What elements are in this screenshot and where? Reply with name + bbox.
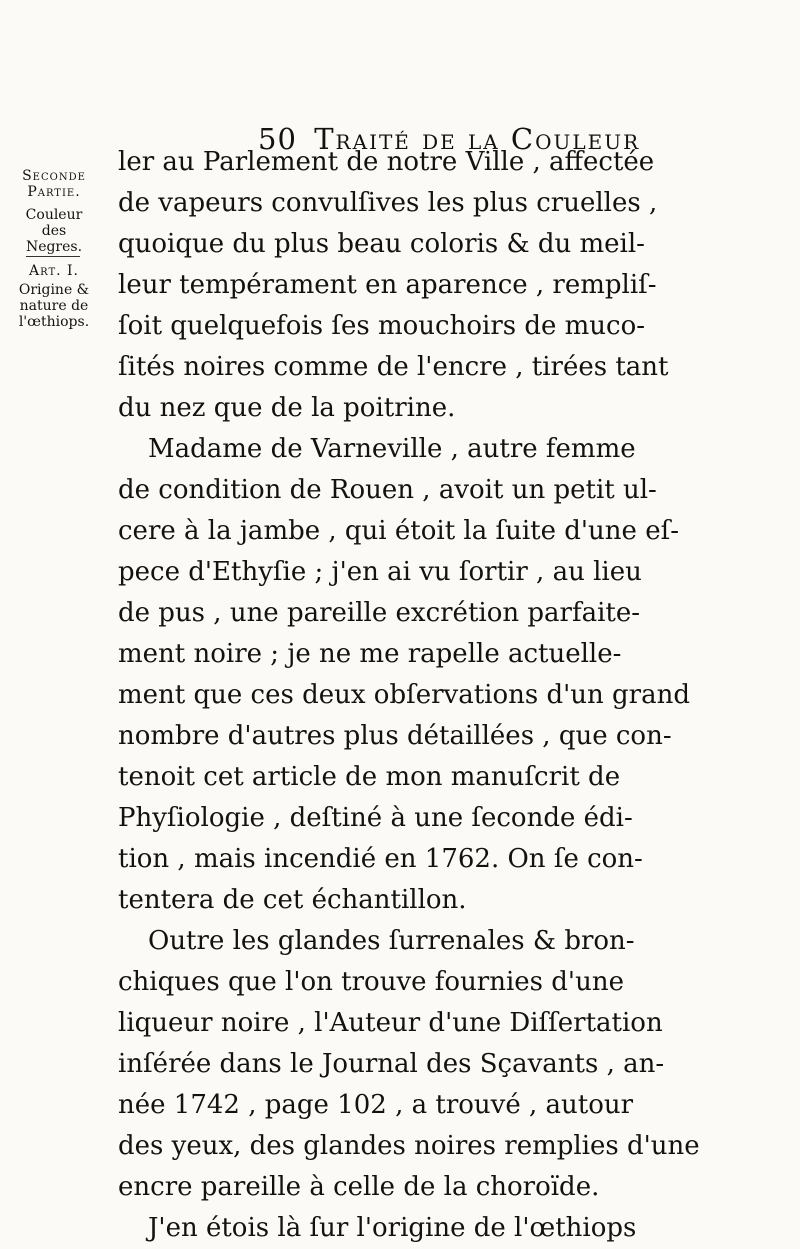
text-line: de condition de Rouen , avoit un petit ul- [118, 475, 657, 505]
text-line: ſités noires comme de l'encre , tirées tant [118, 352, 669, 382]
text-line: née 1742 , page 102 , a trouvé , autour [118, 1090, 634, 1120]
text-line: pece d'Ethyſie ; j'en ai vu ſortir , au lieu [118, 557, 642, 587]
text-line: inſérée dans le Journal des Sçavants , an- [118, 1049, 665, 1079]
body-text [118, 142, 768, 1249]
margin-partie-line1: Seconde [22, 168, 86, 184]
page-number: 50 [258, 122, 297, 156]
text-line: des yeux, des glandes noires remplies d'une [118, 1131, 700, 1161]
margin-note-partie [14, 168, 94, 200]
text-line: liqueur noire , l'Auteur d'une Diſſertation [118, 1008, 663, 1038]
text-line: Outre les glandes ſurrenales & bron- [148, 926, 635, 956]
running-title: Traité de la Couleur [314, 122, 641, 156]
text-line: du nez que de la poitrine. [118, 393, 456, 423]
margin-origine-line2: nature de [19, 298, 89, 314]
margin-couleur-line2: des Negres. [25, 223, 83, 255]
text-line: chiques que l'on trouve fournies d'une [118, 967, 624, 997]
text-line: tion , mais incendié en 1762. On ſe con- [118, 844, 643, 874]
text-line: tentera de cet échantillon. [118, 885, 467, 915]
margin-note-couleur [14, 207, 94, 255]
text-line: quoique du plus beau coloris & du meil- [118, 229, 645, 259]
text-line: de vapeurs convulſives les plus cruelles , [118, 188, 658, 218]
text-line: nombre d'autres plus détaillées , que con- [118, 721, 672, 751]
margin-partie-line2: Partie. [27, 184, 81, 200]
text-line: Madame de Varneville , autre femme [148, 434, 636, 464]
margin-origine-line1: Origine & [18, 282, 90, 298]
margin-origine-line3: l'œthiops. [18, 314, 90, 330]
text-line: de pus , une pareille excrétion parfaite- [118, 598, 641, 628]
text-line: leur tempérament en aparence , rempliſ- [118, 270, 657, 300]
text-line: ment que ces deux obſervations d'un grand [118, 680, 690, 710]
text-line: J'en étois là ſur l'origine de l'œthiops [148, 1213, 637, 1243]
margin-art: Art. I. [28, 263, 79, 279]
text-line: ler au Parlement de notre Ville , affectée [118, 147, 655, 177]
text-line: tenoit cet article de mon manuſcrit de [118, 762, 621, 792]
text-line: encre pareille à celle de la choroïde. [118, 1172, 600, 1202]
margin-note-art [14, 263, 94, 279]
margin-divider [26, 256, 80, 257]
text-line: ſoit quelquefois ſes mouchoirs de muco- [118, 311, 646, 341]
text-line: Phyſiologie , deſtiné à une ſeconde édi- [118, 803, 633, 833]
margin-note-origine [14, 282, 94, 330]
margin-couleur-line1: Couleur [25, 207, 83, 223]
text-line: cere à la jambe , qui étoit la ſuite d'une eſ- [118, 516, 679, 546]
text-line: ment noire ; je ne me rapelle actuelle- [118, 639, 622, 669]
